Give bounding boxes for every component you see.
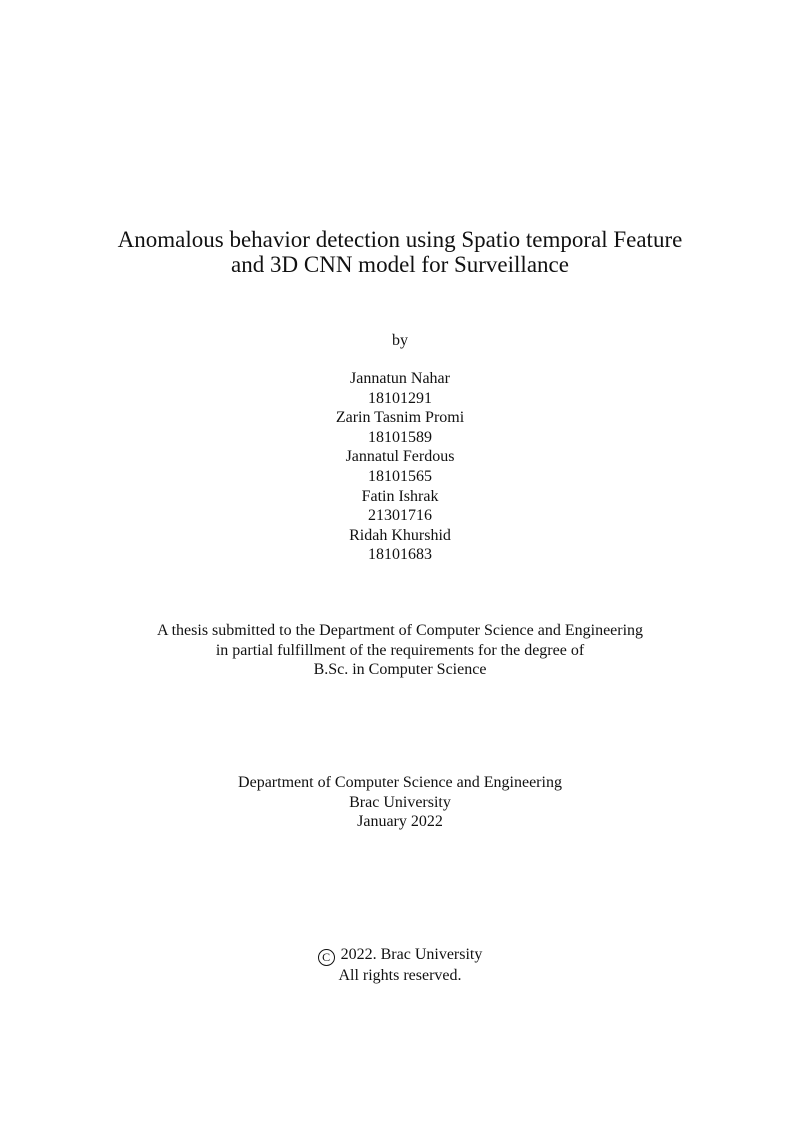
thesis-title xyxy=(0,227,800,277)
university-name: Brac University xyxy=(349,793,451,811)
author-id: 21301716 xyxy=(368,507,432,525)
author-name: Ridah Khurshid xyxy=(349,526,451,544)
copyright-icon: C xyxy=(318,949,335,966)
author-name: Fatin Ishrak xyxy=(361,487,439,505)
submission-statement xyxy=(0,621,800,680)
thesis-title-line-2: and 3D CNN model for Surveillance xyxy=(231,252,569,277)
statement-line-2: in partial fulfillment of the requirements for the degree of xyxy=(215,641,585,659)
author-id: 18101291 xyxy=(368,389,432,407)
copyright-notice xyxy=(0,945,800,986)
author-id: 18101565 xyxy=(368,467,432,485)
institution-block xyxy=(0,773,800,832)
author-name: Jannatul Ferdous xyxy=(345,448,455,466)
by-label: by xyxy=(392,332,408,349)
author-name: Zarin Tasnim Promi xyxy=(335,409,465,427)
copyright-line xyxy=(0,945,800,966)
statement-line-3: B.Sc. in Computer Science xyxy=(313,661,487,679)
department-name: Department of Computer Science and Engineering xyxy=(238,774,562,791)
author-id: 18101683 xyxy=(368,546,432,564)
author-id: 18101589 xyxy=(368,428,432,446)
copyright-text: 2022. Brac University xyxy=(340,946,483,963)
author-list xyxy=(0,369,800,565)
submission-date: January 2022 xyxy=(357,813,443,831)
author-name: Jannatun Nahar xyxy=(350,370,450,387)
thesis-title-line-1: Anomalous behavior detection using Spatio temporal Feature xyxy=(117,227,683,252)
statement-line-1: A thesis submitted to the Department of Computer Science and Engineering xyxy=(156,622,644,639)
rights-reserved: All rights reserved. xyxy=(338,967,462,984)
